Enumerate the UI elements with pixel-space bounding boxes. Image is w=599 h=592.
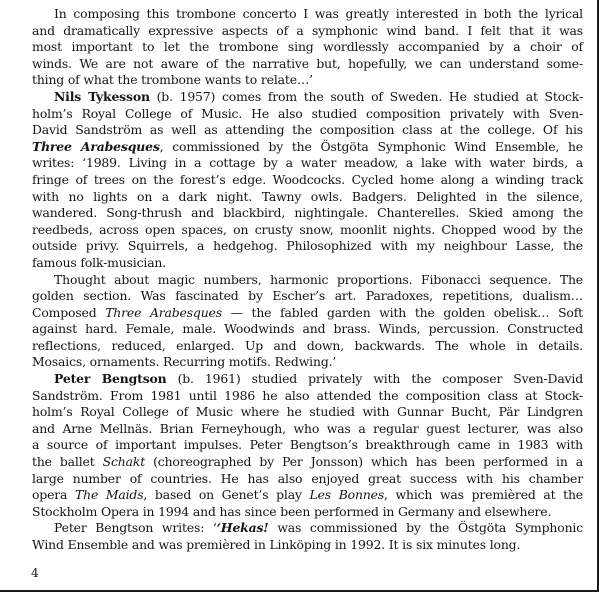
- text-fragment: the ballet: [32, 454, 103, 470]
- work-title: Three Arabesques: [32, 138, 160, 154]
- composer-name: Nils Tykesson: [54, 88, 150, 104]
- composer-name: Peter Bengtson: [54, 371, 167, 387]
- text-line: [32, 454, 583, 471]
- text-line: golden section. Was fascinated by Escher’s art. Paradoxes, repetitions, dualism…: [32, 288, 583, 304]
- text-line: with no lights on a dark night. Tawny owls. Badgers. Delighted in the silence,: [32, 188, 583, 204]
- text-line: [32, 139, 583, 156]
- text-fragment: — the fabled garden with the golden obelisk… Soft: [221, 304, 584, 320]
- text-line: thing of what the trombone wants to relate…’: [32, 72, 313, 88]
- text-line: fringe of trees on the forest’s edge. Woodcocks. Cycled home along a winding track: [32, 171, 583, 187]
- text-line: reedbeds, across open spaces, on crusty snow, moonlit nights. Chopped wood by the: [32, 221, 583, 237]
- text-line: Mosaics, ornaments. Recurring motifs. Redwing.’: [32, 354, 337, 370]
- play-title: Les Bonnes: [309, 487, 385, 503]
- text-line: writes: ‘1989. Living in a cottage by a water meadow, a lake with water birds, a: [32, 155, 583, 171]
- text-line: reflections, reduced, enlarged. Up and down, backwards. The whole in details.: [32, 337, 583, 353]
- work-title: The Maids: [75, 487, 144, 503]
- text-line: Wind Ensemble and was premièred in Linköping in 1992. It is six minutes long.: [32, 537, 521, 552]
- text-line: Sandström. From 1981 until 1986 he also attended the composition class at Stock-: [32, 387, 583, 403]
- text-line: Stockholm Opera in 1994 and has since been performed in Germany and elsewhere.: [32, 503, 552, 519]
- text-line: holm’s Royal College of Music. He also studied composition privately with Sven-: [32, 105, 583, 121]
- text-line: winds. We are not aware of the narrative but, hopefully, we can understand some-: [32, 55, 583, 71]
- text-fragment: Composed: [32, 304, 106, 320]
- text-line: Thought about magic numbers, harmonic proportions. Fibonacci sequence. The: [54, 271, 583, 287]
- text-line: against hard. Female, male. Woodwinds and brass. Winds, percussion. Constructed: [32, 321, 583, 337]
- page-number: 4: [31, 566, 39, 580]
- text-line: wandered. Song-thrush and blackbird, nightingale. Chanterelles. Skied among the: [32, 205, 583, 221]
- text-line: In composing this trombone concerto I was greatly interested in both the lyrical: [54, 6, 583, 21]
- text-line: [32, 89, 583, 106]
- text-line: holm’s Royal College of Music where he studied with Gunnar Bucht, Pär Lindgren: [32, 404, 583, 420]
- text-line: David Sandström as well as attending the composition class at the college. Of his: [32, 122, 583, 138]
- text-line: outside privy. Squirrels, a hedgehog. Philosophized with my neighbour Lasse, the: [32, 238, 583, 254]
- text-fragment: (choreographed by Per Jonsson) which has been performed in a: [145, 454, 584, 470]
- text-fragment: , commissioned by the Östgöta Symphonic Wind Ensemble, he: [159, 138, 583, 154]
- text-line: [32, 305, 583, 322]
- text-line: and dramatically expressive aspects of a symphonic wind band. I felt that it was: [32, 22, 583, 38]
- text-fragment: , which was premièred at the: [384, 487, 583, 503]
- text-line: [32, 371, 583, 388]
- text-fragment: Peter Bengtson writes: ‘: [54, 520, 217, 536]
- text-line: large number of countries. He has also enjoyed great success with his chamber: [32, 470, 583, 486]
- text-line: a source of important impulses. Peter Bengtson’s breakthrough came in 1983 with: [32, 437, 583, 453]
- text-line: most important to let the trombone sing wordlessly accompanied by a choir of: [32, 39, 583, 55]
- text-fragment: (b. 1961) studied privately with the composer Sven-David: [166, 371, 584, 387]
- work-title: Schakt: [102, 454, 146, 470]
- text-line: [32, 520, 583, 537]
- body-text: [32, 6, 583, 554]
- text-fragment: , based on Genet’s play: [143, 487, 310, 503]
- text-line: [32, 487, 583, 504]
- text-fragment: (b. 1957) comes from the south of Sweden. He studied at Stock-: [149, 88, 583, 104]
- work-title: ‘Hekas!: [216, 520, 269, 536]
- work-title: Three Arabesques: [105, 304, 222, 320]
- text-line: famous folk-musician.: [32, 254, 167, 270]
- text-fragment: was commissioned by the Östgöta Symphonic: [268, 520, 583, 536]
- text-fragment: opera: [32, 487, 75, 503]
- text-line: and Arne Mellnäs. Brian Ferneyhough, who was a regular guest lecturer, was also: [32, 420, 583, 436]
